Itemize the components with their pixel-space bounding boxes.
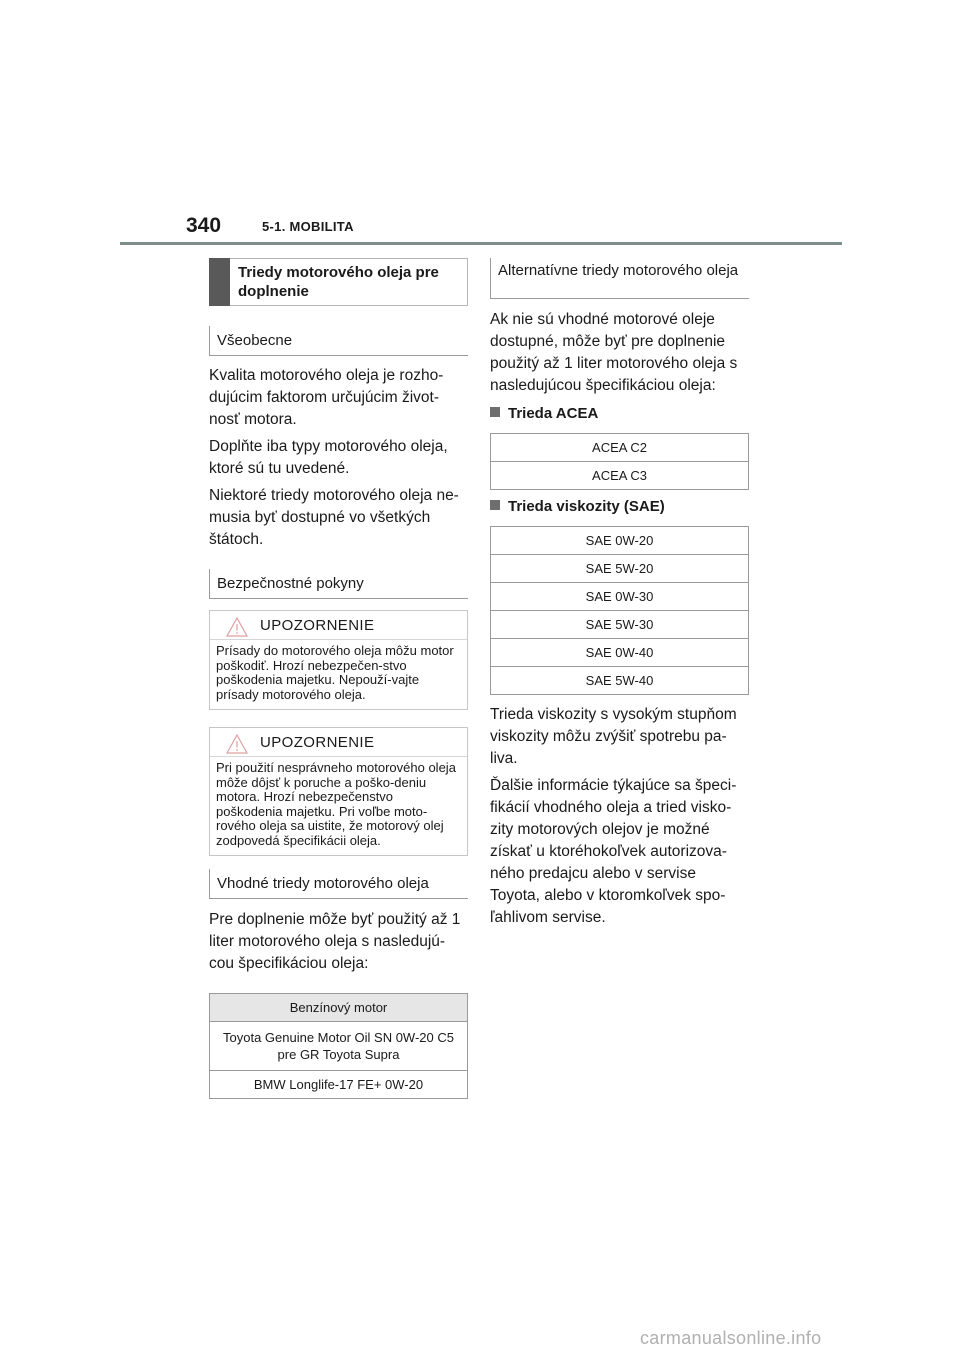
- table-cell: Toyota Genuine Motor Oil SN 0W-20 C5 pre GR Toyota Supra: [210, 1022, 468, 1071]
- table-cell: SAE 5W-20: [491, 555, 749, 583]
- table-row: [491, 583, 749, 611]
- table-cell: SAE 0W-20: [491, 527, 749, 555]
- viscosity-paragraph: Trieda viskozity s vysokým stupňom viskozity môžu zvýšiť spotrebu pa-liva.: [490, 706, 737, 767]
- subheading-safety: Bezpečnostné pokyny: [209, 569, 468, 599]
- general-paragraph-1: Kvalita motorového oleja je rozho-dujúcim faktorom určujúcim život-nosť motora.: [209, 367, 444, 428]
- general-paragraph-3: Niektoré triedy motorového oleja ne-musia byť dostupné vo všetkých štátoch.: [209, 487, 459, 548]
- table-cell: SAE 5W-40: [491, 667, 749, 695]
- bullet-square-icon: [490, 407, 500, 417]
- alternative-heading-text: Alternatívne triedy motorového oleja: [498, 262, 739, 279]
- table-cell: SAE 0W-40: [491, 639, 749, 667]
- table-cell: ACEA C3: [491, 462, 749, 490]
- sae-heading-text: Trieda viskozity (SAE): [508, 498, 665, 515]
- warning-header: [210, 611, 467, 640]
- warning-triangle-icon: [226, 617, 248, 637]
- warning-box-1: [209, 610, 468, 710]
- acea-table: [490, 433, 749, 490]
- warning-header: [210, 728, 467, 757]
- table-row: [491, 667, 749, 695]
- warning-box-2: [209, 727, 468, 856]
- table-row: [491, 462, 749, 490]
- warning-triangle-icon: [226, 734, 248, 754]
- table-cell: SAE 0W-30: [491, 583, 749, 611]
- header-rule: [120, 242, 842, 245]
- table-row: [491, 611, 749, 639]
- sae-table: [490, 526, 749, 695]
- table-cell: ACEA C2: [491, 434, 749, 462]
- acea-heading-text: Trieda ACEA: [508, 405, 599, 422]
- alternative-heading: [490, 258, 749, 299]
- left-column: [209, 258, 468, 1099]
- acea-heading: [490, 403, 749, 425]
- table-row: [491, 434, 749, 462]
- warning-title: UPOZORNENIE: [260, 734, 375, 751]
- sae-heading: [490, 496, 749, 518]
- warning-text: Prísady do motorového oleja môžu motor poškodiť. Hrozí nebezpečen-stvo poškodenia majetku. Nepouží-vajte prísady motorového oleja.: [216, 643, 454, 702]
- subheading-suitable: Vhodné triedy motorového oleja: [209, 869, 468, 899]
- heading-bar: [209, 258, 230, 306]
- table-row: [491, 639, 749, 667]
- main-heading-text: Triedy motorového oleja pre doplnenie: [238, 264, 439, 300]
- warning-title: UPOZORNENIE: [260, 617, 375, 634]
- main-heading: [209, 258, 468, 306]
- table-row: [210, 1071, 468, 1099]
- table-row: [210, 994, 468, 1022]
- subheading-general: Všeobecne: [209, 326, 468, 356]
- general-paragraph-2: Doplňte iba typy motorového oleja, ktoré sú tu uvedené.: [209, 438, 448, 477]
- more-info-paragraph: Ďalšie informácie týkajúce sa špeci-fikácií vhodného oleja a tried visko-zity motorových olejov je možné získať u ktoréhokoľvek autorizova-ného predajcu alebo v servise Toyota, alebo v ktoromkoľvek spo-ľahlivom servise.: [490, 777, 737, 926]
- table-row: [491, 555, 749, 583]
- bullet-square-icon: [490, 500, 500, 510]
- table-header-cell: Benzínový motor: [210, 994, 468, 1022]
- right-column: [490, 258, 749, 929]
- suitable-paragraph: Pre doplnenie môže byť použitý až 1 liter motorového oleja s nasledujú-cou špecifikáciou oleja:: [209, 911, 461, 972]
- warning-text: Pri použití nesprávneho motorového oleja môže dôjsť k poruche a poško-deniu motora. Hrozí nebezpečenstvo poškodenia majetku. Pri voľbe moto-rového oleja sa uistite, že motorový olej zodpovedá špecifikácii oleja.: [216, 760, 456, 848]
- alternative-intro: Ak nie sú vhodné motorové oleje dostupné, môže byť pre doplnenie použitý až 1 liter motorového oleja s nasledujúcou špecifikáciou oleja:: [490, 311, 738, 394]
- section-title: 5-1. MOBILITA: [262, 219, 354, 234]
- table-row: [210, 1022, 468, 1071]
- site-watermark: carmanualsonline.info: [640, 1328, 822, 1348]
- table-row: [491, 527, 749, 555]
- petrol-engine-table: [209, 993, 468, 1099]
- page-number: 340: [186, 214, 222, 237]
- table-cell: BMW Longlife-17 FE+ 0W-20: [210, 1071, 468, 1099]
- table-cell: SAE 5W-30: [491, 611, 749, 639]
